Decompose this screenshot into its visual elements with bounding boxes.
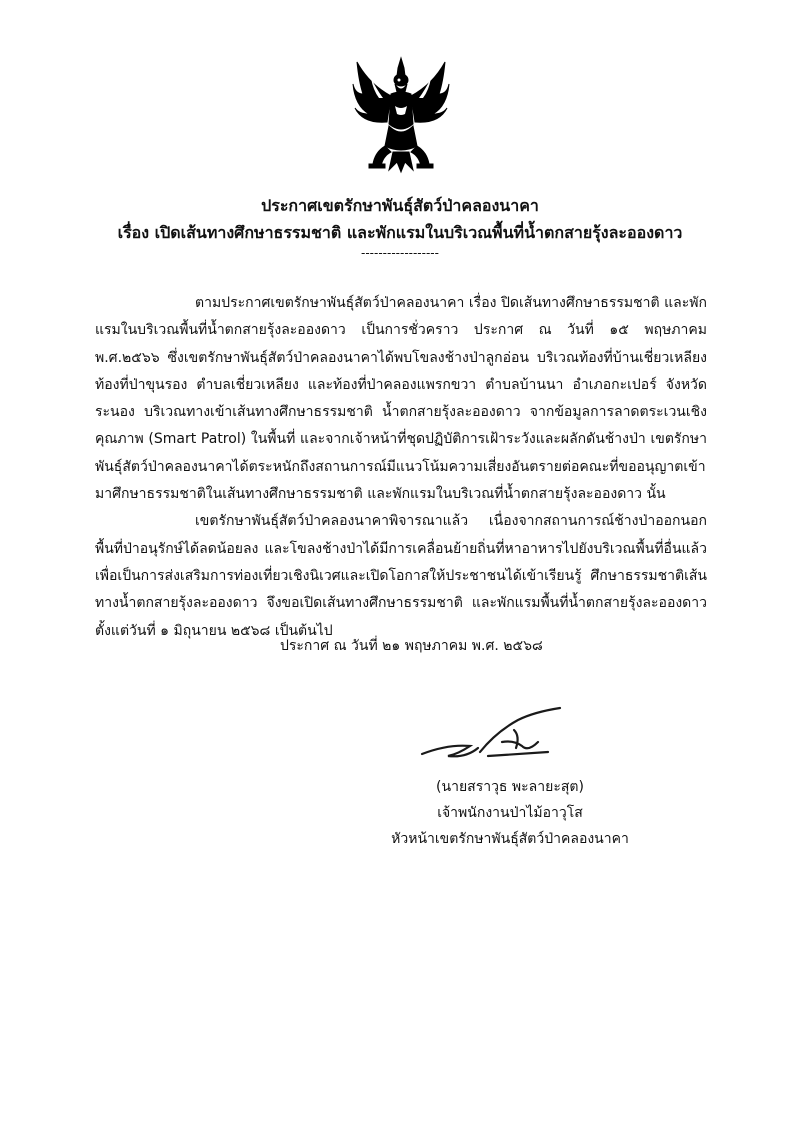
body-paragraph-2: เขตรักษาพันธุ์สัตว์ป่าคลองนาคาพิจารณาแล้ว เนื่องจากสถานการณ์ช้างป่าออกนอกพื้นที่ป่าอนุรักษ์ได้ลดน้อยลง และโขลงช้างป่าได้มีการเคลื่อนย้ายถิ่นที่หาอาหารไปยังบริเวณพื้นที่อื่นแล้ว เพื่อเป็นการส่งเสริมการท่องเที่ยวเชิงนิเวศและเปิดโอกาสให้ประชาชนได้เข้าเรียนรู้ ศึกษาธรรมชาติเส้นทางน้ำตกสายรุ้งละอองดาว จึงขอเปิดเส้นทางศึกษาธรรมชาติ และพักแรมพื้นที่น้ำตกสายรุ้งละอองดาว ตั้งแต่วันที่ ๑ มิถุนายน ๒๕๖๘ เป็นต้นไป [95, 513, 707, 639]
signer-title: หัวหน้าเขตรักษาพันธุ์สัตว์ป่าคลองนาคา [391, 831, 629, 847]
announcement-date: ประกาศ ณ วันที่ ๒๑ พฤษภาคม พ.ศ. ๒๕๖๘ [280, 638, 543, 654]
announcement-title: ประกาศเขตรักษาพันธุ์สัตว์ป่าคลองนาคา [261, 196, 539, 215]
body-paragraph-1: ตามประกาศเขตรักษาพันธุ์สัตว์ป่าคลองนาคา เรื่อง ปิดเส้นทางศึกษาธรรมชาติ และพักแรมในบริเวณพื้นที่น้ำตกสายรุ้งละอองดาว เป็นการชั่วคราว ประกาศ ณ วันที่ ๑๕ พฤษภาคม พ.ศ.๒๕๖๖ ซึ่งเขตรักษาพันธุ์สัตว์ป่าคลองนาคาได้พบโขลงช้างป่าลูกอ่อน บริเวณท้องที่บ้านเชี่ยวเหลียง ท้องที่ป่าขุนรอง ตำบลเชี่ยวเหลียง และท้องที่ป่าคลองแพรกขวา ตำบลบ้านนา อำเภอกะเปอร์ จังหวัดระนอง บริเวณทางเข้าเส้นทางศึกษาธรรมชาติ น้ำตกสายรุ้งละอองดาว จากข้อมูลการลาดตระเวนเชิงคุณภาพ (Smart Patrol) ในพื้นที่ และจากเจ้าหน้าที่ชุดปฏิบัติการเฝ้าระวังและผลักดันช้างป่า เขตรักษาพันธุ์สัตว์ป่าคลองนาคาได้ตระหนักถึงสถานการณ์มีแนวโน้มความเสี่ยงอันตรายต่อคณะที่ขออนุญาตเข้ามาศึกษาธรรมชาติในเส้นทางศึกษาธรรมชาติ และพักแรมในบริเวณที่น้ำตกสายรุ้งละอองดาว นั้น [95, 295, 707, 503]
announcement-subject: เรื่อง เปิดเส้นทางศึกษาธรรมชาติ และพักแรมในบริเวณพื้นที่น้ำตกสายรุ้งละอองดาว [117, 223, 683, 242]
announcement-body [95, 290, 707, 645]
separator-line: ------------------ [361, 246, 439, 260]
signer-position: เจ้าพนักงานป่าไม้อาวุโส [437, 805, 583, 821]
signer-name: (นายสราวุธ พะลายะสุต) [436, 779, 584, 795]
garuda-emblem-icon [349, 54, 453, 174]
handwritten-signature [418, 702, 568, 762]
